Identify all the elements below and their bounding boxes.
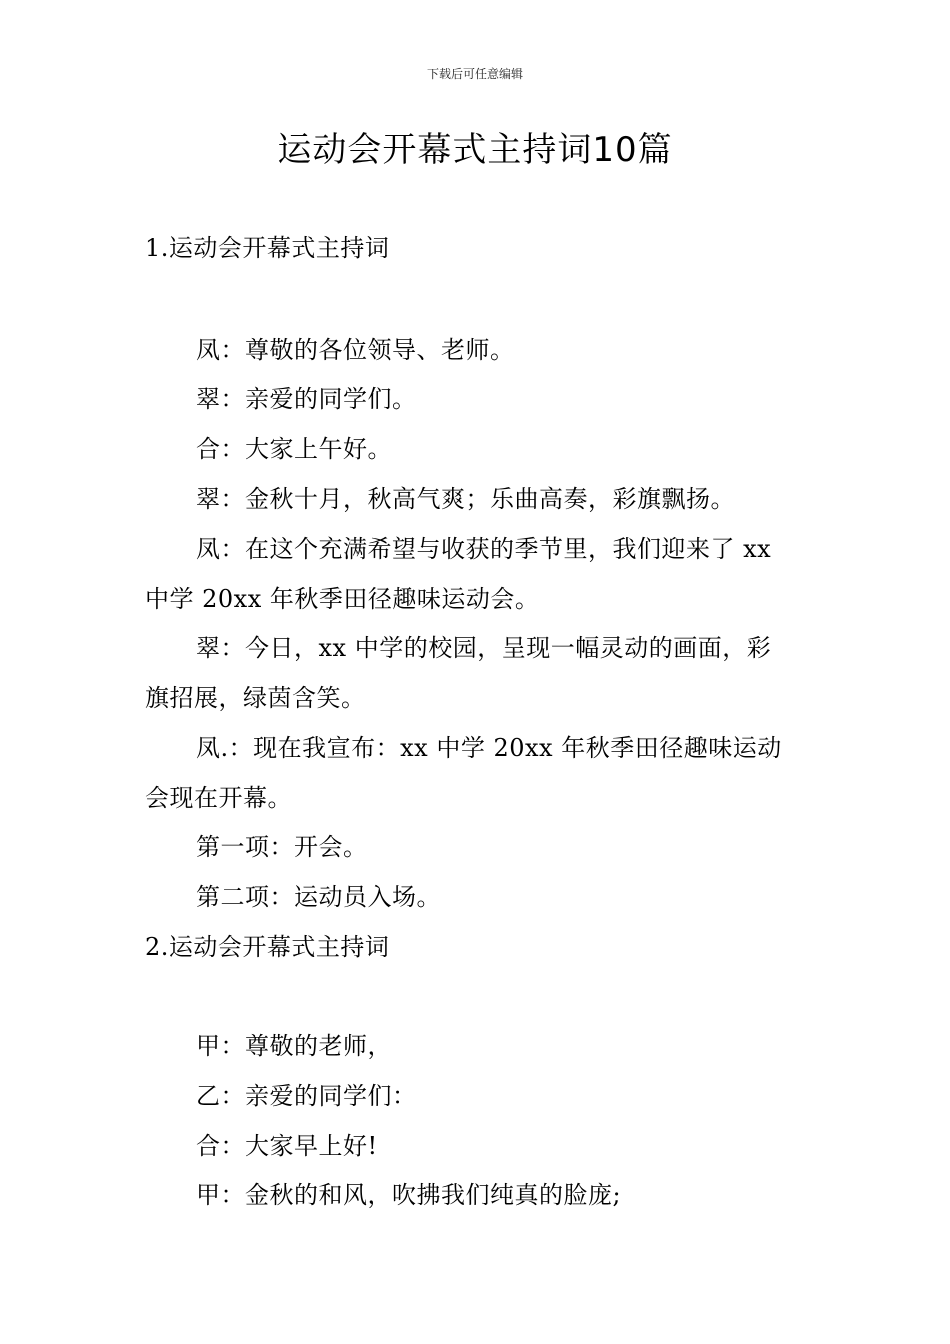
paragraph-line: 合：大家上午好。 (196, 435, 392, 463)
paragraph-line: 会现在开幕。 (145, 784, 292, 812)
paragraph-line: 翠：金秋十月，秋高气爽；乐曲高奏，彩旗飘扬。 (196, 485, 735, 513)
page-header: 下载后可任意编辑 (426, 67, 523, 81)
paragraph-line: 第一项：开会。 (196, 833, 368, 861)
paragraph-line: 凤：尊敬的各位领导、老师。 (196, 336, 515, 364)
paragraph-line: 乙：亲爱的同学们： (196, 1082, 417, 1110)
paragraph-line: 中学 20xx 年秋季田径趣味运动会。 (145, 585, 540, 613)
paragraph-line: 甲：尊敬的老师， (196, 1032, 392, 1060)
section-heading: 1.运动会开幕式主持词 (145, 234, 390, 262)
paragraph-line: 甲：金秋的和风，吹拂我们纯真的脸庞; (196, 1181, 622, 1209)
paragraph-line: 旗招展，绿茵含笑。 (145, 684, 366, 712)
paragraph-line: 翠：今日，xx 中学的校园，呈现一幅灵动的画面，彩 (196, 634, 772, 662)
paragraph-line: 凤.：现在我宣布：xx 中学 20xx 年秋季田径趣味运动 (196, 734, 782, 762)
paragraph-line: 合：大家早上好! (196, 1132, 378, 1160)
section-heading: 2.运动会开幕式主持词 (145, 933, 390, 961)
document-title: 运动会开幕式主持词10篇 (277, 130, 673, 170)
paragraph-line: 翠：亲爱的同学们。 (196, 385, 417, 413)
paragraph-line: 凤：在这个充满希望与收获的季节里，我们迎来了 xx (196, 535, 772, 563)
paragraph-line: 第二项：运动员入场。 (196, 883, 441, 911)
